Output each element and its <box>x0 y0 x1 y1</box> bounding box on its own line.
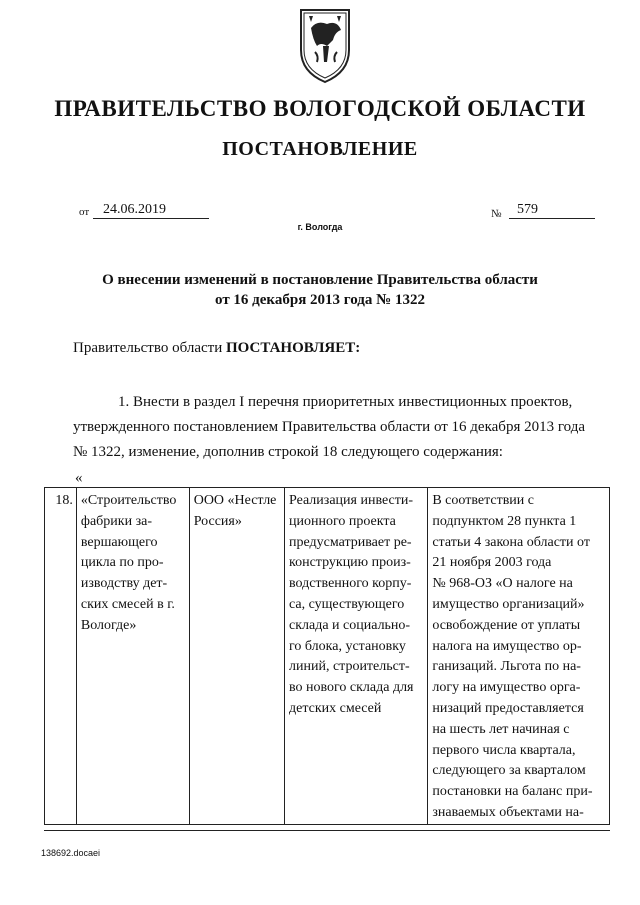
row-number: 18. <box>55 493 73 508</box>
legal-basis-cell <box>428 488 610 825</box>
item-1-line-1: 1. Внести в раздел I перечня приоритетных инвестиционных проектов, <box>118 394 573 410</box>
item-1-line-3: № 1322, изменение, дополнив строкой 18 следующего содержания: <box>73 444 503 460</box>
organization-cell <box>189 488 284 825</box>
table-row <box>45 488 610 825</box>
item-1-line-2: утвержденного постановлением Правительства области от 16 декабря 2013 года <box>73 419 585 435</box>
footer-document-code: 138692.docaei <box>41 848 101 858</box>
subject-line-1: О внесении изменений в постановление Правительства области <box>102 272 538 288</box>
subject-line-2: от 16 декабря 2013 года № 1322 <box>215 292 425 308</box>
description-cell <box>284 488 427 825</box>
preamble-emphasis: ПОСТАНОВЛЯЕТ: <box>225 340 361 356</box>
decree-subject <box>60 270 580 310</box>
legal-basis: В соответствии с подпунктом 28 пункта 1 статьи 4 закона области от 21 ноября 2003 года № 968-ОЗ «О налоге на имущество организаций» освобождение от уплаты налога на имущество ор- ганизаций. Льгота по на- логу на имущество орга- низаций предоставляется на шесть лет начиная с первого числа квартала, следующего за кварталом постановки на баланс при- знаваемых объектами на- <box>432 493 593 820</box>
document-type-title: ПОСТАНОВЛЕНИЕ <box>222 138 418 160</box>
organization-name: ООО «Нестле Россия» <box>193 493 277 529</box>
coat-of-arms-icon <box>297 6 353 86</box>
decree-date: 24.06.2019 <box>93 202 209 219</box>
preamble-text: Правительство области <box>73 340 226 356</box>
row-number-cell <box>45 488 77 825</box>
project-description: Реализация инвести- ционного проекта предусматривает ре- конструкцию произ- водственного корпу- са, существующего склада и социально- го блока, установку линий, строительст- во нового склада для детских смесей <box>288 493 414 716</box>
preamble <box>73 340 360 357</box>
project-name-cell <box>76 488 189 825</box>
date-prefix: от <box>79 206 90 218</box>
decree-number: 579 <box>509 202 595 219</box>
project-table <box>44 487 610 825</box>
item-1-text <box>73 390 599 465</box>
government-title: ПРАВИТЕЛЬСТВО ВОЛОГОДСКОЙ ОБЛАСТИ <box>54 96 586 121</box>
opening-quote: « <box>75 470 83 486</box>
number-prefix: № <box>491 208 502 220</box>
table-bottom-border <box>44 830 610 831</box>
project-name: «Строительство фабрики за- вершающего цикла по про- изводству дет- ских смесей в г. Вологде» <box>80 493 177 633</box>
city-label: г. Вологда <box>297 222 343 232</box>
